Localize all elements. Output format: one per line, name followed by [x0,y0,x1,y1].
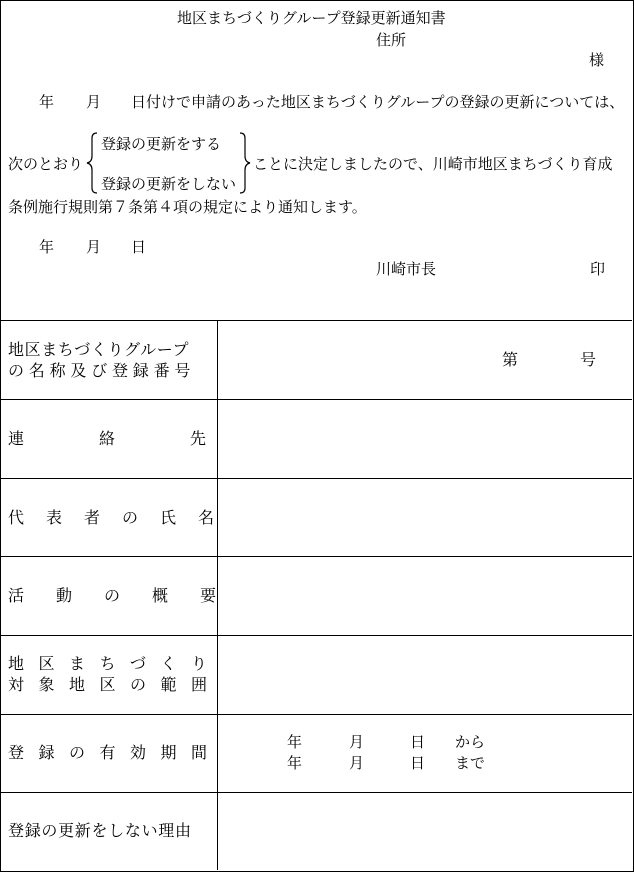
honorific-sama: 様 [589,51,605,69]
period-from-year: 年 [287,733,303,751]
registration-number-suffix: 号 [580,350,597,369]
notice-date-day: 日 [131,238,147,256]
decision-sentence: ことに決定しましたので、川崎市地区まちづくり育成 [253,155,613,173]
row-divider [0,635,632,636]
notice-date-year: 年 [39,238,55,256]
registration-number-prefix: 第 [502,350,519,369]
group-name-label-line2: の名称及び登録番号 [8,361,196,380]
activity-summary-label: 活動の概要 [8,586,249,605]
form-title: 地区まちづくりグループ登録更新通知書 [177,9,446,27]
notice-date-month: 月 [86,238,102,256]
row-divider [0,478,632,479]
period-to-year: 年 [287,754,303,772]
period-to-word: まで [455,754,486,772]
period-from-word: から [455,733,486,751]
seal-mark: 印 [590,260,606,278]
mayor-title: 川崎市長 [376,260,437,278]
application-month: 月 [86,93,102,111]
row-divider [0,556,632,557]
period-to-month: 月 [349,754,365,772]
next-as-text: 次のとおり [8,155,84,173]
row-divider [0,714,632,715]
target-area-label-line1: 地区まちづくり [8,654,222,673]
period-to-day: 日 [410,754,426,772]
regulation-sentence: 条例施行規則第７条第４項の規定により通知します。 [8,198,367,216]
period-from-day: 日 [410,733,426,751]
address-label: 住所 [376,31,407,49]
validity-period-label: 登録の有効期間 [8,743,222,762]
row-divider [0,399,632,400]
option-renew: 登録の更新をする [101,135,222,153]
target-area-label-line2: 対象地区の範囲 [8,675,222,694]
row-divider [0,792,632,793]
table-top-border [0,320,632,321]
contact-label: 連絡先 [8,429,282,448]
application-sentence: 日付けで申請のあった地区まちづくりグループの登録の更新については、 [131,93,625,111]
non-renewal-reason-label: 登録の更新をしない理由 [8,821,192,840]
right-brace-icon [238,132,252,194]
group-name-label-line1: 地区まちづくりグループ [8,340,190,359]
period-from-month: 月 [349,733,365,751]
application-year: 年 [39,93,55,111]
representative-name-label: 代表者の氏名 [8,508,237,527]
option-not-renew: 登録の更新をしない [101,175,237,193]
left-brace-icon [85,132,99,194]
